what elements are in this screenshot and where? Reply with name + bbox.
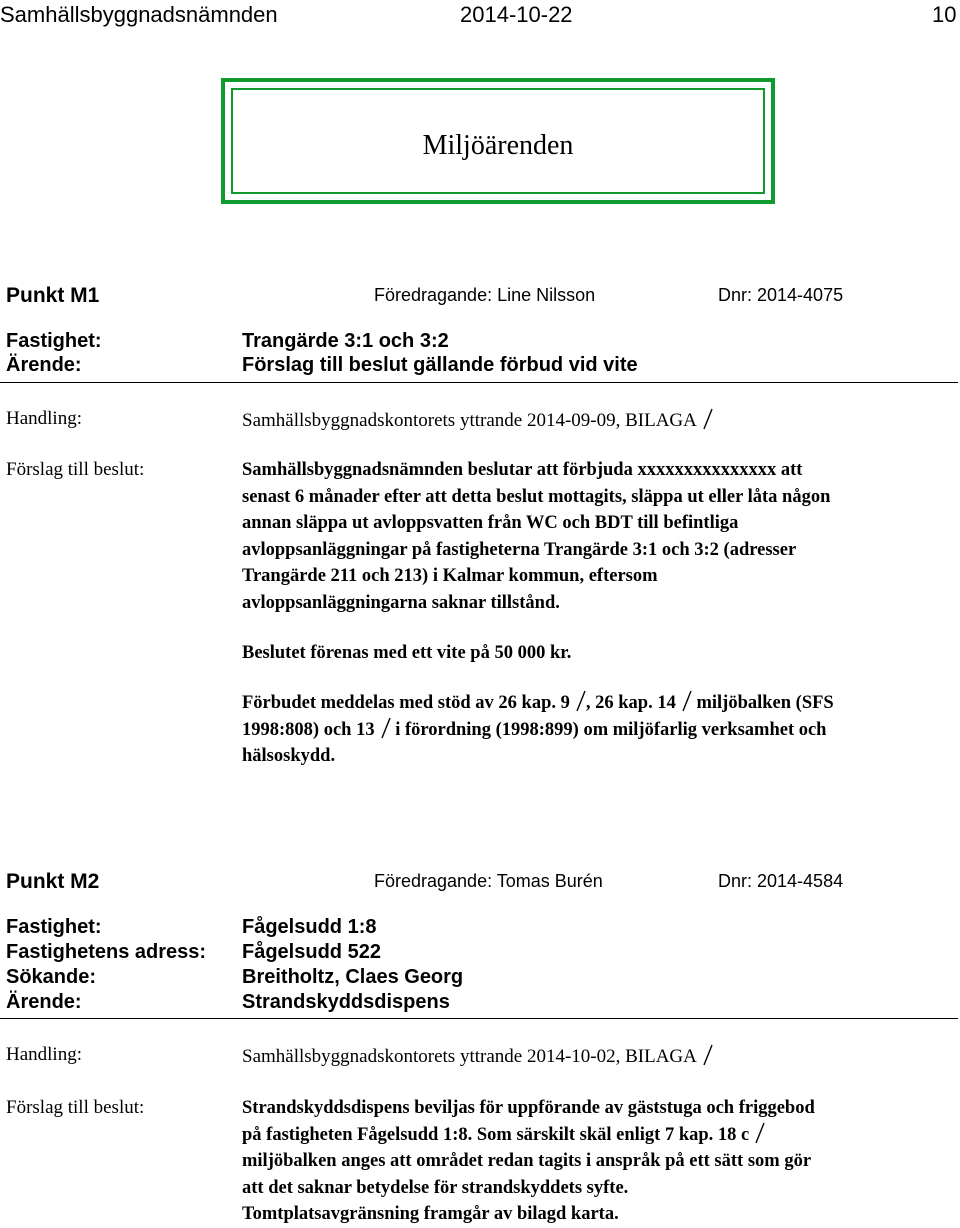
forslag-line: avloppsanläggningar på fastigheterna Trangärde 3:1 och 3:2 (adresser [242,539,797,560]
header-committee: Samhällsbyggnadsnämnden [0,2,278,27]
arende-value: Strandskyddsdispens [242,991,450,1013]
forbud-line-3: hälsoskydd. [242,746,336,766]
forslag-text [242,1095,954,1228]
sokande-label: Sökande: [6,966,97,988]
punkt-m2-heading: Punkt M2 [6,870,100,893]
forbud-segment: , 26 kap. 14 [585,693,676,713]
handling-value: Samhällsbyggnadskontorets yttrande 2014-10-02, BILAGA [242,1046,697,1067]
section-title: Miljöärenden [422,130,574,161]
forslag-line: att det saknar betydelse för strandskyddets syfte. [242,1177,629,1198]
title-box [221,78,775,204]
punkt-m1-foredragande: Föredragande: Line Nilsson [374,285,596,305]
forslag-label: Förslag till beslut: [6,459,145,480]
section-divider [0,1018,958,1019]
forbud-segment: Förbudet meddelas med stöd av 26 kap. 9 [242,693,570,713]
forslag-line: avloppsanläggningarna saknar tillstånd. [242,592,560,613]
forslag-line [242,1122,954,1149]
attachment-mark-icon [703,408,713,430]
paragraph-mark-icon [755,1122,765,1144]
fastighet-value: Trangärde 3:1 och 3:2 [242,330,449,352]
vite-text [242,640,954,667]
punkt-m1-heading: Punkt M1 [6,284,100,307]
punkt-m1-dnr: Dnr: 2014-4075 [718,285,844,305]
arende-value: Förslag till beslut gällande förbud vid vite [242,354,638,376]
vite-line: Beslutet förenas med ett vite på 50 000 kr. [242,643,572,663]
handling-row [242,1044,713,1068]
paragraph-mark-icon [576,690,586,712]
forbud-segment: miljöbalken (SFS [691,693,834,713]
arende-label: Ärende: [6,354,82,376]
handling-row [242,408,713,432]
sokande-value: Breitholtz, Claes Georg [242,966,464,988]
forslag-segment: på fastigheten Fågelsudd 1:8. Som särskilt skäl enligt 7 kap. 18 c [242,1124,750,1145]
paragraph-mark-icon [682,690,692,712]
section-divider [0,382,958,383]
forslag-line: Samhällsbyggnadsnämnden beslutar att förbjuda xxxxxxxxxxxxxxx att [242,460,803,480]
handling-value: Samhällsbyggnadskontorets yttrande 2014-09-09, BILAGA [242,410,697,431]
forslag-line: Trangärde 211 och 213) i Kalmar kommun, eftersom [242,566,658,586]
fastighet-value: Fågelsudd 1:8 [242,916,377,938]
handling-label: Handling: [6,408,82,429]
paragraph-mark-icon [381,717,391,739]
forbud-segment: 1998:808) och 13 [242,719,375,740]
forslag-line: senast 6 månader efter att detta beslut mottagits, släppa ut eller låta någon [242,486,831,507]
page-number: 10 [932,2,957,27]
attachment-mark-icon [703,1044,713,1066]
forbud-text [242,690,954,770]
forslag-line: Tomtplatsavgränsning framgår av bilagd karta. [242,1204,619,1224]
forslag-line: annan släppa ut avloppsvatten från WC och BDT till befintliga [242,513,739,533]
forslag-line: Strandskyddsdispens beviljas för uppförande av gäststuga och friggebod [242,1098,815,1118]
punkt-m2-dnr: Dnr: 2014-4584 [718,871,844,891]
forslag-label: Förslag till beslut: [6,1097,145,1118]
forslag-line: miljöbalken anges att området redan tagits i anspråk på ett sätt som gör [242,1151,812,1171]
adress-value: Fågelsudd 522 [242,941,381,963]
header-date: 2014-10-22 [460,2,573,27]
handling-label: Handling: [6,1044,82,1065]
forbud-segment: i förordning (1998:899) om miljöfarlig verksamhet och [390,719,827,740]
arende-label: Ärende: [6,991,82,1013]
fastighet-label: Fastighet: [6,330,102,352]
forbud-line-1 [242,690,954,717]
forbud-line-2 [242,717,954,744]
punkt-m2-foredragande: Föredragande: Tomas Burén [374,871,603,891]
forslag-text [242,457,954,616]
fastighet-label: Fastighet: [6,916,102,938]
adress-label: Fastighetens adress: [6,941,207,963]
